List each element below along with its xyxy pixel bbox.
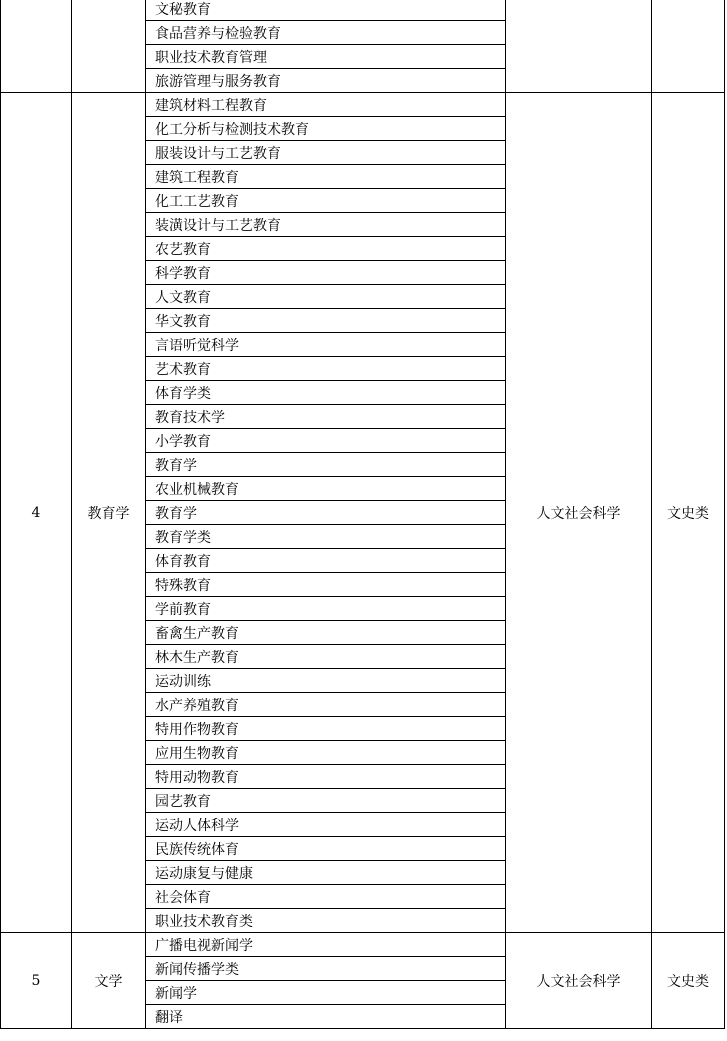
major-cell: 食品营养与检验教育 xyxy=(146,21,506,45)
field-cell: 人文社会科学 xyxy=(506,933,652,1029)
major-cell: 运动康复与健康 xyxy=(146,861,506,885)
major-cell: 体育教育 xyxy=(146,549,506,573)
major-cell: 职业技术教育管理 xyxy=(146,45,506,69)
major-cell: 农艺教育 xyxy=(146,237,506,261)
major-cell: 建筑材料工程教育 xyxy=(146,93,506,117)
major-cell: 翻译 xyxy=(146,1005,506,1029)
major-cell: 运动人体科学 xyxy=(146,813,506,837)
major-cell: 运动训练 xyxy=(146,669,506,693)
major-cell: 学前教育 xyxy=(146,597,506,621)
major-cell: 特用动物教育 xyxy=(146,765,506,789)
major-cell: 装潢设计与工艺教育 xyxy=(146,213,506,237)
type-cell: 文史类 xyxy=(652,933,725,1029)
major-cell: 林木生产教育 xyxy=(146,645,506,669)
major-cell: 体育学类 xyxy=(146,381,506,405)
major-cell: 小学教育 xyxy=(146,429,506,453)
field-cell: 人文社会科学 xyxy=(506,93,652,933)
major-cell: 水产养殖教育 xyxy=(146,693,506,717)
major-cell: 艺术教育 xyxy=(146,357,506,381)
group-number-cell xyxy=(1,0,72,93)
major-cell: 园艺教育 xyxy=(146,789,506,813)
major-cell: 文秘教育 xyxy=(146,0,506,21)
major-cell: 旅游管理与服务教育 xyxy=(146,69,506,93)
major-cell: 职业技术教育类 xyxy=(146,909,506,933)
major-cell: 新闻学 xyxy=(146,981,506,1005)
table-row xyxy=(1,933,725,957)
major-cell: 广播电视新闻学 xyxy=(146,933,506,957)
major-cell: 新闻传播学类 xyxy=(146,957,506,981)
major-cell: 特用作物教育 xyxy=(146,717,506,741)
discipline-category-cell: 文学 xyxy=(72,933,146,1029)
field-cell xyxy=(506,0,652,93)
major-cell: 人文教育 xyxy=(146,285,506,309)
discipline-category-cell xyxy=(72,0,146,93)
major-cell: 特殊教育 xyxy=(146,573,506,597)
major-cell: 农业机械教育 xyxy=(146,477,506,501)
major-cell: 建筑工程教育 xyxy=(146,165,506,189)
group-number-cell: 4 xyxy=(1,93,72,933)
major-cell: 教育学 xyxy=(146,501,506,525)
major-cell: 化工分析与检测技术教育 xyxy=(146,117,506,141)
major-cell: 言语听觉科学 xyxy=(146,333,506,357)
major-cell: 社会体育 xyxy=(146,885,506,909)
major-cell: 民族传统体育 xyxy=(146,837,506,861)
major-cell: 华文教育 xyxy=(146,309,506,333)
table-row xyxy=(1,93,725,117)
major-cell: 教育学 xyxy=(146,453,506,477)
type-cell xyxy=(652,0,725,93)
major-cell: 化工工艺教育 xyxy=(146,189,506,213)
type-cell: 文史类 xyxy=(652,93,725,933)
major-cell: 科学教育 xyxy=(146,261,506,285)
group-number-cell: 5 xyxy=(1,933,72,1029)
major-cell: 教育学类 xyxy=(146,525,506,549)
major-cell: 教育技术学 xyxy=(146,405,506,429)
table-row xyxy=(1,0,725,21)
discipline-category-cell: 教育学 xyxy=(72,93,146,933)
major-cell: 服装设计与工艺教育 xyxy=(146,141,506,165)
major-cell: 畜禽生产教育 xyxy=(146,621,506,645)
major-table-body xyxy=(1,0,725,1029)
major-cell: 应用生物教育 xyxy=(146,741,506,765)
